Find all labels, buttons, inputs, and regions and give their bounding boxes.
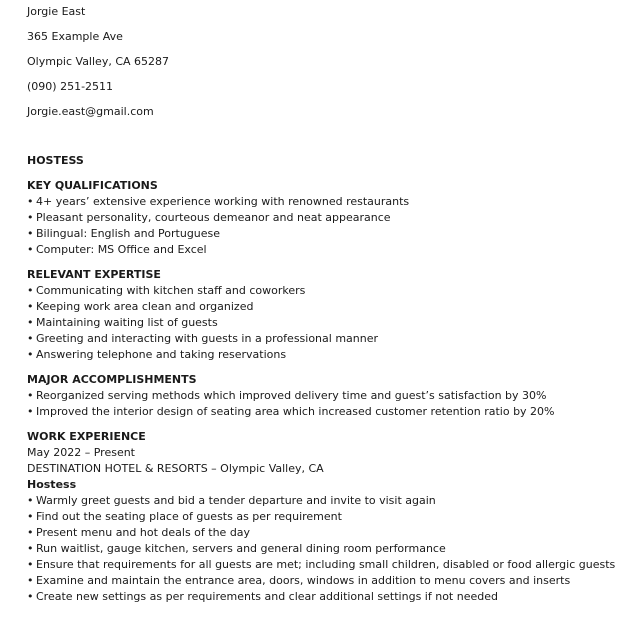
bullet-glyph: •: [27, 526, 34, 539]
bullet-glyph: •: [27, 510, 34, 523]
bullet-glyph: •: [27, 348, 34, 361]
contact-block: [27, 4, 618, 129]
list-item: [27, 299, 618, 315]
list-item: [27, 226, 618, 242]
section-heading: WORK EXPERIENCE: [27, 430, 146, 443]
bullet-glyph: •: [27, 243, 34, 256]
spacer: [27, 129, 618, 153]
bullet-glyph: •: [27, 211, 34, 224]
list-item: [27, 194, 618, 210]
list-item-text: Find out the seating place of guests as per requirement: [36, 510, 342, 523]
section-heading: RELEVANT EXPERTISE: [27, 268, 161, 281]
list-item-text: Computer: MS Office and Excel: [36, 243, 207, 256]
list-item-text: Warmly greet guests and bid a tender departure and invite to visit again: [36, 494, 436, 507]
bullet-glyph: •: [27, 300, 34, 313]
list-item-text: 4+ years’ extensive experience working with renowned restaurants: [36, 195, 410, 208]
list-item: [27, 557, 618, 573]
bullet-glyph: •: [27, 332, 34, 345]
bullet-glyph: •: [27, 574, 34, 587]
resume-document: [27, 4, 618, 614]
list-item: [27, 589, 618, 605]
experience-section: [27, 429, 618, 605]
list-item-text: Reorganized serving methods which improved delivery time and guest’s satisfaction by 30%: [36, 389, 547, 402]
bullet-glyph: •: [27, 195, 34, 208]
list-item-text: Keeping work area clean and organized: [36, 300, 254, 313]
contact-email: Jorgie.east@gmail.com: [27, 105, 154, 118]
list-item-text: Answering telephone and taking reservations: [36, 348, 287, 361]
list-item: [27, 541, 618, 557]
list-item-text: Run waitlist, gauge kitchen, servers and general dining room performance: [36, 542, 446, 555]
list-item: [27, 573, 618, 589]
list-item-text: Examine and maintain the entrance area, doors, windows in addition to menu covers and inserts: [36, 574, 571, 587]
bullet-glyph: •: [27, 227, 34, 240]
qualifications-section: [27, 178, 618, 258]
section-heading: MAJOR ACCOMPLISHMENTS: [27, 373, 197, 386]
list-item: [27, 242, 618, 258]
list-item-text: Bilingual: English and Portuguese: [36, 227, 221, 240]
contact-street: 365 Example Ave: [27, 30, 123, 43]
list-item: [27, 509, 618, 525]
list-item-text: Greeting and interacting with guests in a professional manner: [36, 332, 379, 345]
experience-employer: DESTINATION HOTEL & RESORTS – Olympic Valley, CA: [27, 462, 324, 475]
bullet-glyph: •: [27, 284, 34, 297]
expertise-section: [27, 267, 618, 363]
bullet-glyph: •: [27, 405, 34, 418]
bullet-glyph: •: [27, 316, 34, 329]
bullet-glyph: •: [27, 542, 34, 555]
list-item-text: Present menu and hot deals of the day: [36, 526, 251, 539]
list-item-text: Communicating with kitchen staff and coworkers: [36, 284, 306, 297]
bullet-glyph: •: [27, 389, 34, 402]
contact-city: Olympic Valley, CA 65287: [27, 55, 170, 68]
list-item: [27, 404, 618, 420]
list-item: [27, 331, 618, 347]
job-title: HOSTESS: [27, 154, 84, 167]
list-item-text: Maintaining waiting list of guests: [36, 316, 218, 329]
list-item-text: Create new settings as per requirements and clear additional settings if not needed: [36, 590, 498, 603]
list-item: [27, 283, 618, 299]
contact-name: Jorgie East: [27, 5, 86, 18]
experience-dates: May 2022 – Present: [27, 446, 135, 459]
section-heading: KEY QUALIFICATIONS: [27, 179, 158, 192]
list-item-text: Pleasant personality, courteous demeanor and neat appearance: [36, 211, 391, 224]
list-item-text: Ensure that requirements for all guests are met; including small children, disabled or food allergic guests: [36, 558, 616, 571]
list-item-text: Improved the interior design of seating area which increased customer retention ratio by 20%: [36, 405, 555, 418]
list-item: [27, 347, 618, 363]
contact-phone: (090) 251-2511: [27, 80, 114, 93]
bullet-glyph: •: [27, 590, 34, 603]
accomplishments-section: [27, 372, 618, 420]
list-item: [27, 388, 618, 404]
list-item: [27, 525, 618, 541]
bullet-glyph: •: [27, 558, 34, 571]
experience-role: Hostess: [27, 478, 77, 491]
bullet-glyph: •: [27, 494, 34, 507]
list-item: [27, 210, 618, 226]
list-item: [27, 493, 618, 509]
list-item: [27, 315, 618, 331]
